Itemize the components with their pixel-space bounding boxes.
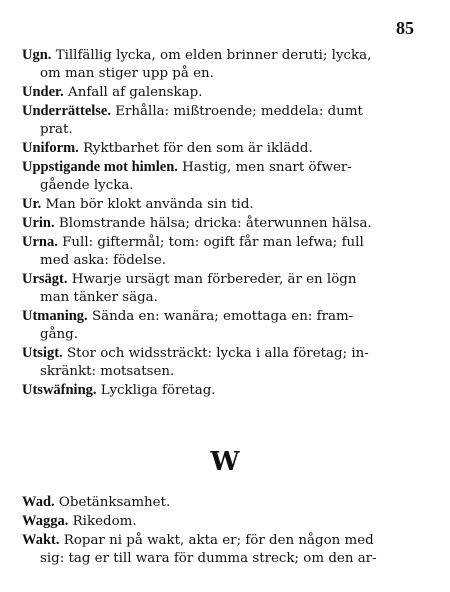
entry-definition: Sända en: wanära; emottaga en: fram- <box>91 309 354 324</box>
entry-definition: Hwarje ursägt man förbereder, är en lögn <box>71 272 357 287</box>
dictionary-entry <box>22 307 434 344</box>
entry-definition: Stor och widssträckt: lycka i alla företag; in- <box>66 346 369 361</box>
entry-definition: Anfall af galenskap. <box>68 85 203 100</box>
entry-headword: Uppstigande mot himlen. <box>22 159 178 175</box>
entry-definition: Tillfällig lycka, om elden brinner deruti; lycka, <box>55 48 372 63</box>
entry-headword: Ursägt. <box>22 271 68 287</box>
entry-headword: Underrättelse. <box>22 103 111 119</box>
dictionary-entry <box>22 270 434 307</box>
dictionary-entry <box>22 139 434 158</box>
entry-definition: Full: giftermål; tom: ogift får man lefwa; full <box>62 235 364 250</box>
entry-definition-continuation: prat. <box>40 122 73 137</box>
dictionary-entry <box>22 158 434 195</box>
entry-definition-continuation: sig: tag er till wara för dumma streck; om den ar- <box>40 551 377 566</box>
entry-definition: Lyckliga företag. <box>100 383 216 398</box>
entry-headword: Utmaning. <box>22 308 88 324</box>
entry-headword: Urna. <box>22 234 58 250</box>
entry-definition-continuation: om man stiger upp på en. <box>40 66 214 81</box>
entry-definition: Rikedom. <box>72 514 137 529</box>
entry-definition: Ropar ni på wakt, akta er; för den någon med <box>63 533 374 548</box>
dictionary-entry <box>22 195 434 214</box>
entry-list-u <box>22 46 434 400</box>
dictionary-entry <box>22 381 434 400</box>
entry-definition-continuation: skränkt: motsatsen. <box>40 364 175 379</box>
entry-headword: Wagga. <box>22 513 69 529</box>
dictionary-entry <box>22 512 434 531</box>
page-number: 85 <box>396 18 414 38</box>
entry-headword: Utswäfning. <box>22 382 97 398</box>
dictionary-entry <box>22 102 434 139</box>
dictionary-entry <box>22 233 434 270</box>
dictionary-entry <box>22 344 434 381</box>
entry-definition: Obetänksamhet. <box>58 495 171 510</box>
entry-definition-continuation: med aska: födelse. <box>40 253 167 268</box>
entry-definition: Blomstrande hälsa; dricka: återwunnen hälsa. <box>58 216 372 231</box>
dictionary-entry <box>22 83 434 102</box>
dictionary-entry <box>22 531 434 568</box>
entry-definition: Man bör klokt använda sin tid. <box>45 197 254 212</box>
entry-headword: Urin. <box>22 215 55 231</box>
dictionary-entry <box>22 493 434 512</box>
entry-definition: Ryktbarhet för den som är iklädd. <box>83 141 313 156</box>
entry-headword: Wad. <box>22 494 55 510</box>
entry-headword: Under. <box>22 84 64 100</box>
entry-definition: Erhålla: mißtroende; meddela: dumt <box>115 104 363 119</box>
dictionary-entry <box>22 214 434 233</box>
entry-headword: Wakt. <box>22 532 60 548</box>
entry-headword: Ur. <box>22 196 42 212</box>
entry-definition-continuation: man tänker säga. <box>40 290 158 305</box>
entry-definition-continuation: gående lycka. <box>40 178 134 193</box>
entry-list-w <box>22 493 434 568</box>
entry-definition-continuation: gång. <box>40 327 79 342</box>
entry-headword: Ugn. <box>22 47 52 63</box>
entry-headword: Utsigt. <box>22 345 63 361</box>
dictionary-entry <box>22 46 434 83</box>
section-letter-heading: W <box>210 447 240 477</box>
entry-headword: Uniform. <box>22 140 79 156</box>
entry-definition: Hastig, men snart öfwer- <box>182 160 352 175</box>
